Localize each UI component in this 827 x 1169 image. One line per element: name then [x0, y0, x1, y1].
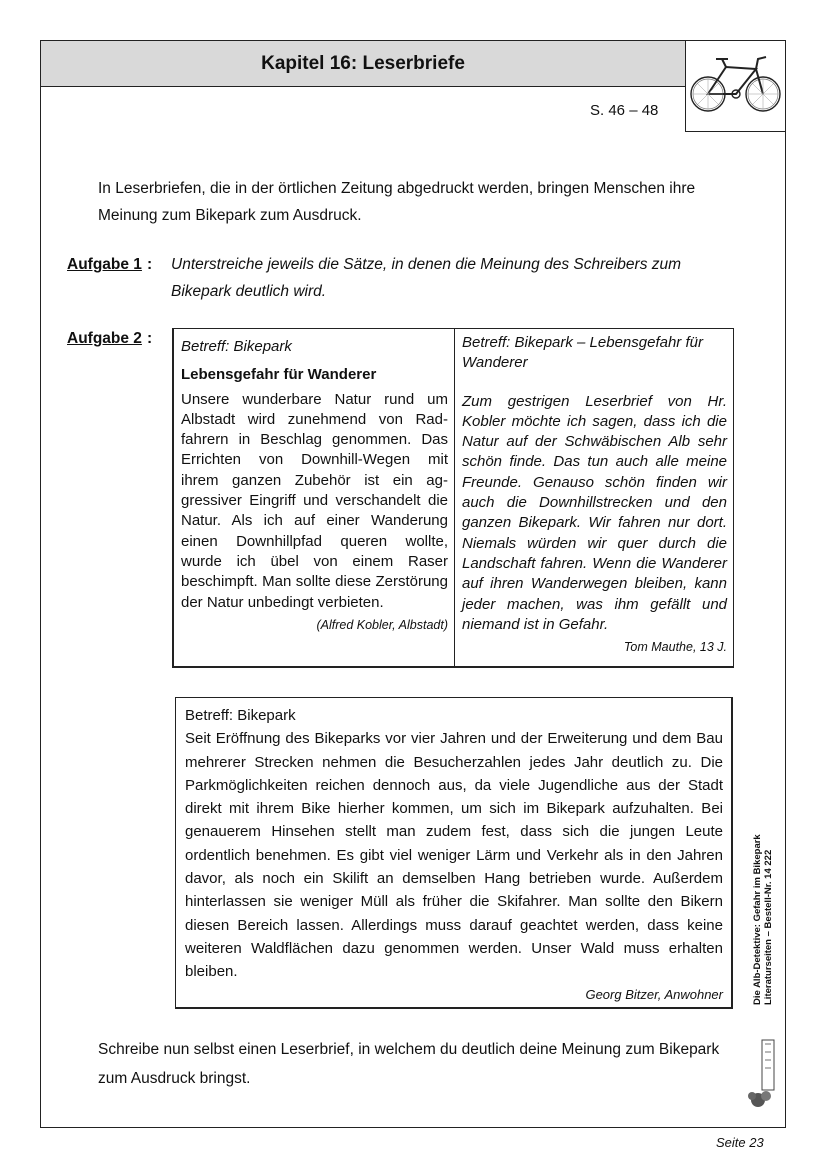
task-1-label: Aufgabe 1 — [67, 256, 142, 273]
sidebar-line-1: Die Alb-Detektive: Gefahr im Bikepark — [752, 834, 763, 1005]
letter-1-subject: Betreff: Bikepark — [181, 338, 292, 355]
letter-3-body: Seit Eröffnung des Bikeparks vor vier Jahren und der Erweiterung und dem Bau mehrerer Strecken nehmen die Besucherzahlen jedes Jahr deutlich zu. Die Parkmöglichkeiten reichen dennoch aus, da viele Jugendliche aus der Stadt direkt mit ihrem Bike hierher kommen, um sich im Bikepark aufzuhalten. Bei genauerem Hinsehen stellt man zudem fest, dass sich die jungen Leute ordentlich benehmen. Es gibt viel weniger Lärm und Verkehr als in den Jahren davor, als noch ein Skilift an demselben Hang betrieben wurde. Außerdem hinterlassen sie weniger Müll als früher die Skifahrer. Man sollte den Bikern diesen Bereich lassen. Allerdings muss darauf geachtet werden, dass keine weiteren Waldflächen dazu genommen werden. Unser Wald muss erhalten bleiben. — [185, 730, 723, 981]
letter-1-signature: (Alfred Kobler, Albstadt) — [316, 617, 448, 632]
letter-2-subject: Betreff: Bikepark – Lebensgefahr für Wanderer — [462, 334, 703, 372]
publisher-logo-icon — [744, 1012, 780, 1112]
task-1-colon: : — [147, 256, 153, 273]
publisher-sidebar — [752, 834, 774, 1005]
task-2-colon: : — [147, 330, 153, 347]
chapter-title: Kapitel 16: Leserbriefe — [261, 52, 465, 74]
intro-text: In Leserbriefen, die in der örtlichen Zeitung abgedruckt werden, bringen Menschen ihre Meinung zum Bikepark zum Ausdruck. — [98, 180, 696, 224]
sidebar-line-2: Literaturseiten – Bestell-Nr. 14 222 — [763, 849, 774, 1005]
letter-2-signature: Tom Mauthe, 13 J. — [623, 640, 727, 655]
letter-3-signature: Georg Bitzer, Anwohner — [585, 986, 723, 1002]
letter-1 — [174, 329, 455, 666]
task-1-instruction: Unterstreiche jeweils die Sätze, in denen die Meinung des Schreibers zum Bikepark deutlich wird. — [171, 256, 682, 300]
page-reference: S. 46 – 48 — [590, 102, 659, 119]
bicycle-icon — [686, 41, 784, 130]
letter-1-headline: Lebensgefahr für Wanderer — [181, 366, 377, 384]
bike-illustration-box — [685, 41, 785, 132]
letter-3 — [175, 697, 733, 1009]
letters-table — [172, 328, 734, 668]
letter-1-body: Unsere wunderbare Natur rund um Albstadt wird zunehmend von Radfahrern in Beschlag genommen. Das Errichten von Downhill-Wegen mit ihrem ganzen Zubehör ist ein aggressiver Eingriff und verschandelt die Natur. Als ich auf einer Wanderung einen Downhillpfad queren wollte, wurde ich übel von einem Raser beschimpft. Man sollte diese Zerstörung der Natur unbedingt verbieten. — [181, 390, 448, 611]
letter-3-subject: Betreff: Bikepark — [185, 707, 296, 724]
page-number: Seite 23 — [716, 1135, 764, 1150]
outro-text: Schreibe nun selbst einen Leserbrief, in welchem du deutlich deine Meinung zum Bikepark zum Ausdruck bringst. — [98, 1041, 720, 1087]
task-2-label: Aufgabe 2 — [67, 330, 142, 347]
letter-2 — [455, 329, 733, 666]
letter-2-body: Zum gestrigen Leserbrief von Hr. Kobler möchte ich sagen, dass ich die Natur auf der Schwäbischen Alb sehr schön finde. Das tun auch alle meine Freunde. Genauso schön finden wir auch die Downhillstrecken und den ganzen Bikepark. Wir fahren nur dort. Niemals würden wir quer durch die Landschaft fahren. Wenn die Wanderer auf ihren Wanderwegen bleiben, kann jeder machen, was ihm gefällt und niemand ist in Gefahr. — [462, 392, 727, 633]
chapter-header — [41, 41, 685, 87]
